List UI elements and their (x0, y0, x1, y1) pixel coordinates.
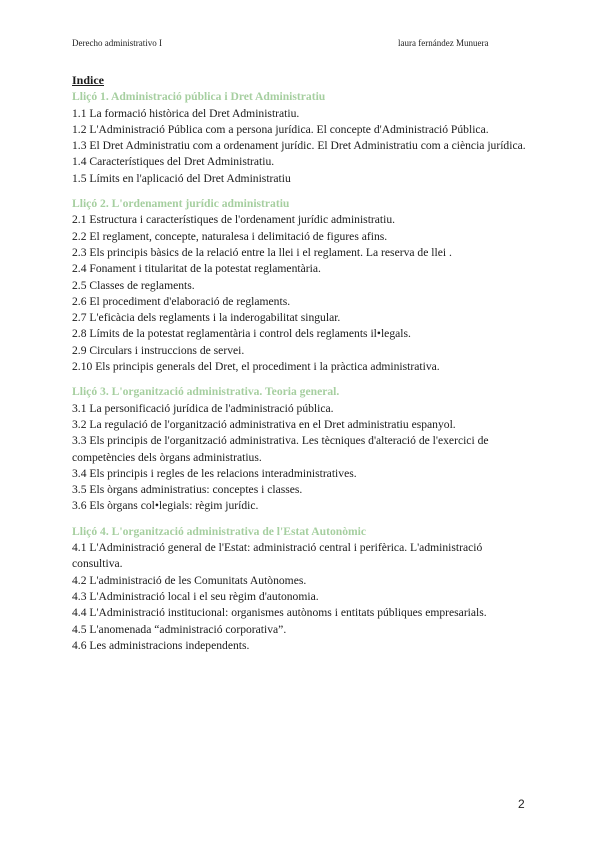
list-item: 4.2 L'administració de les Comunitats Autònomes. (72, 573, 307, 587)
list-item: 2.10 Els principis generals del Dret, el procediment i la pràctica administrativa. (72, 360, 440, 374)
list-item: 2.6 El procediment d'elaboració de reglaments. (72, 294, 291, 308)
list-item: 3.4 Els principis i regles de les relacions interadministratives. (72, 466, 357, 480)
section-lesson-4 (72, 524, 532, 654)
lesson-title: Lliçó 2. L'ordenament jurídic administratiu (72, 197, 290, 211)
list-item: 2.9 Circulars i instruccions de servei. (72, 343, 245, 357)
list-item: 4.3 L'Administració local i el seu règim d'autonomia. (72, 589, 319, 603)
list-item: 3.5 Els òrgans administratius: conceptes i classes. (72, 483, 303, 497)
list-item: 1.4 Característiques del Dret Administratiu. (72, 155, 275, 169)
document-body (72, 72, 532, 663)
list-item: 2.4 Fonament i titularitat de la potestat reglamentària. (72, 262, 321, 276)
page-number: 2 (518, 797, 525, 811)
lesson-title: Lliçó 4. L'organització administrativa de l'Estat Autonòmic (72, 524, 367, 538)
list-item: 3.3 Els principis de l'organització administrativa. Les tècniques d'alteració de l'exercici de competències dels òrgans administratius. (72, 434, 489, 464)
list-item: 4.5 L'anomenada “administració corporativa”. (72, 622, 287, 636)
list-item: 1.3 El Dret Administratiu com a ordenament jurídic. El Dret Administratiu com a ciència jurídica. (72, 139, 526, 153)
header-author: laura fernández Munuera (398, 38, 489, 48)
list-item: 1.5 Límits en l'aplicació del Dret Administratiu (72, 171, 291, 185)
list-item: 1.2 L'Administració Pública com a persona jurídica. El concepte d'Administració Pública. (72, 122, 489, 136)
list-item: 2.5 Classes de reglaments. (72, 278, 195, 292)
section-lesson-3 (72, 384, 532, 514)
list-item: 3.6 Els òrgans col•legials: règim jurídic. (72, 499, 259, 513)
list-item: 4.4 L'Administració institucional: organismes autònoms i entitats públiques empresarials. (72, 606, 487, 620)
list-item: 2.2 El reglament, concepte, naturalesa i delimitació de figures afins. (72, 229, 388, 243)
header-course-title: Derecho administrativo I (72, 38, 162, 48)
list-item: 3.2 La regulació de l'organització administrativa en el Dret administratiu espanyol. (72, 417, 456, 431)
section-lesson-1 (72, 89, 532, 187)
list-item: 3.1 La personificació jurídica de l'administració pública. (72, 401, 334, 415)
list-item: 2.7 L'eficàcia dels reglaments i la inderogabilitat singular. (72, 311, 341, 325)
lesson-title: Lliçó 3. L'organització administrativa. Teoria general. (72, 385, 340, 399)
section-lesson-2 (72, 196, 532, 375)
list-item: 2.1 Estructura i característiques de l'ordenament jurídic administratiu. (72, 213, 396, 227)
list-item: 2.8 Límits de la potestat reglamentària i control dels reglaments il•legals. (72, 327, 411, 341)
list-item: 1.1 La formació històrica del Dret Administratiu. (72, 106, 300, 120)
index-title: Indice (72, 73, 105, 87)
list-item: 4.1 L'Administració general de l'Estat: administració central i perifèrica. L'administració consultiva. (72, 541, 483, 571)
lesson-title: Lliçó 1. Administració pública i Dret Administratiu (72, 90, 326, 104)
list-item: 4.6 Les administracions independents. (72, 638, 250, 652)
list-item: 2.3 Els principis bàsics de la relació entre la llei i el reglament. La reserva de llei . (72, 245, 452, 259)
